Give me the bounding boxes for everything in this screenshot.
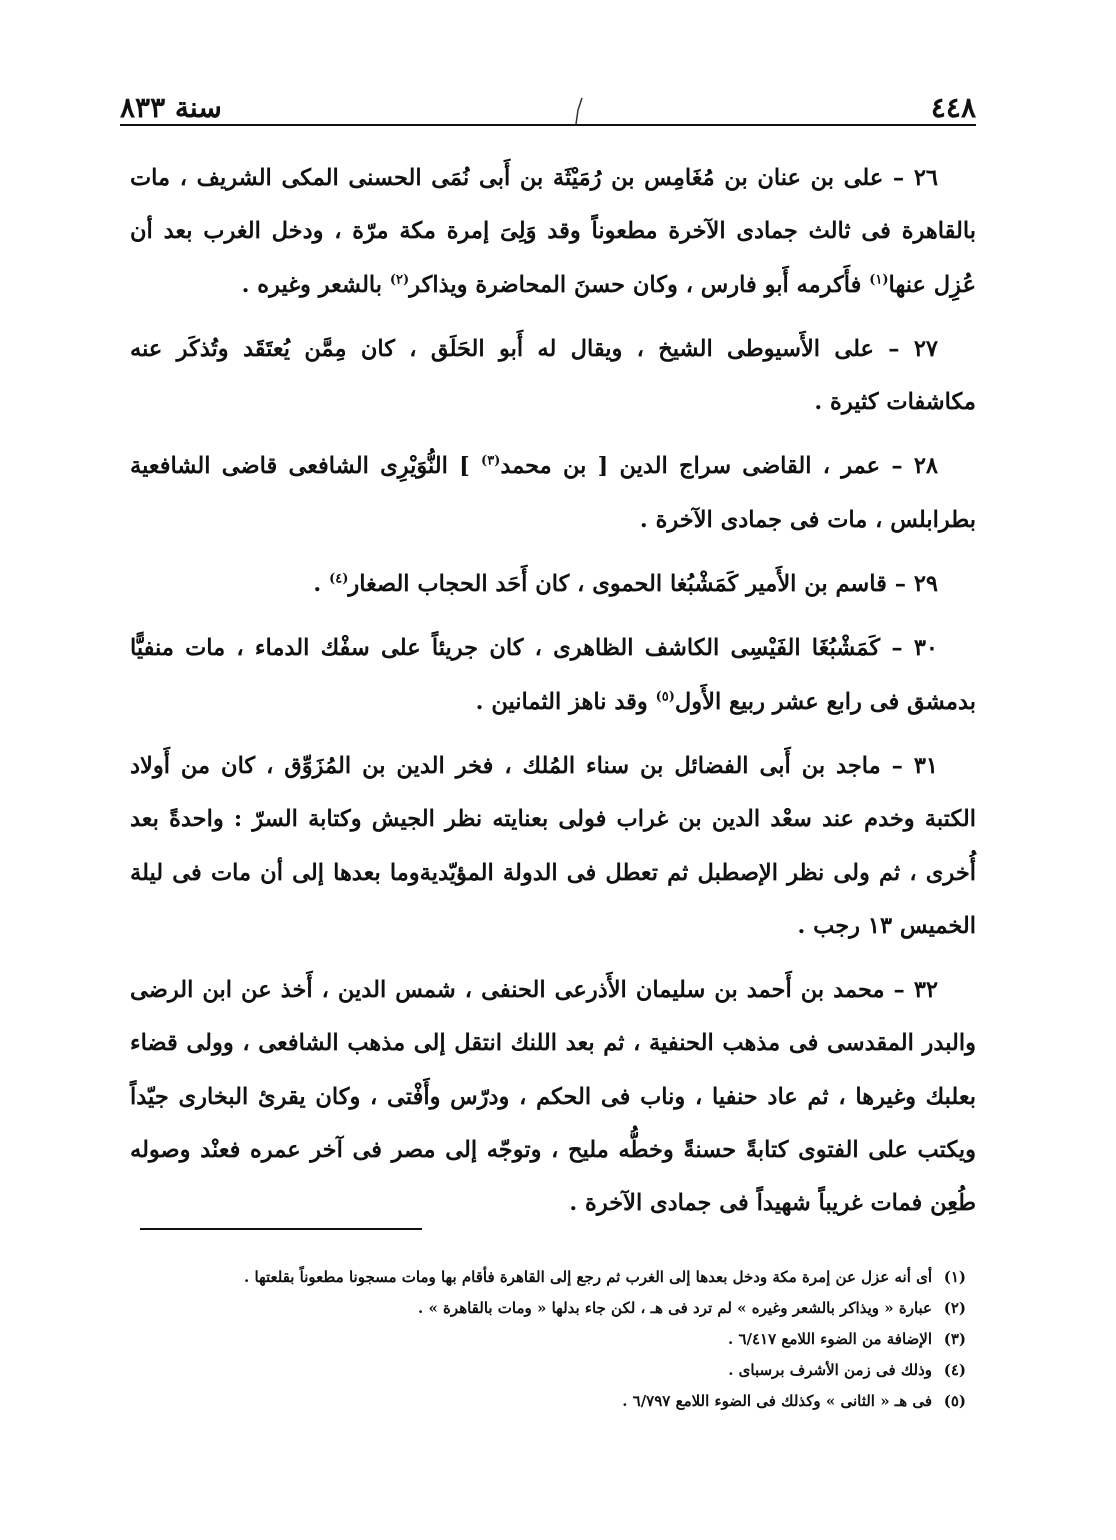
footnote-ref-5: (٥): [655, 689, 675, 705]
page-header: [120, 80, 976, 124]
footnotes: [120, 1262, 966, 1417]
entry-27: ٢٧ – على الأَسيوطى الشيخ ، ويقال له أَبو الحَلَق ، كان مِمَّن يُعتَقَد وتُذكَر عنه مكاشفات كثيرة .: [130, 335, 976, 416]
entry-28: ٢٨ – عمر ، القاضى سراج الدين [ بن محمد$^{(٣)}$ ] النُّوَيْرِى الشافعى قاضى الشافعية بطرابلس ، مات فى جمادى الآخرة .: [130, 453, 976, 533]
entry-26: ٢٦ – على بن عنان بن مُغَامِس بن رُمَيْثَة بن أَبى نُمَى الحسنى المكى الشريف ، مات بالقاهرة فى ثالث جمادى الآخرة مطعوناً وقد وَلِىَ إمرة مكة مرّة ، ودخل الغرب بعد أن عُزِل عنها$^{(١)}$ فأَكرمه أَبو فارس ، وكان حسنَ المحاضرة ويذاكر$^{(٢)}$ بالشعر وغيره .: [130, 165, 976, 298]
footnote-1: (١)أى أنه عزل عن إمرة مكة ودخل بعدها إلى الغرب ثم رجع إلى القاهرة فأقام بها ومات مسجونا مطعوناً بقلعتها .: [244, 1268, 966, 1286]
entry-30: ٣٠ – كَمَشْبُغَا الفَيْسِى الكاشف الظاهرى ، كان جريئاً على سفْك الدماء ، مات منفيًّا بدمشق فى رابع عشر ربيع الأَول$^{(٥)}$ وقد ناهز الثمانين .: [130, 635, 976, 715]
year-heading: سنة ٨٣٣: [120, 91, 222, 124]
footnote-ref-3: (٣): [481, 453, 501, 469]
stray-mark: [572, 96, 586, 126]
footnote-ref-4: (٤): [329, 571, 349, 587]
footnote-ref-2: (٢): [389, 272, 410, 288]
header-rule: [120, 124, 976, 126]
footnote-ref-1: (١): [869, 272, 889, 288]
footnote-rule: [140, 1228, 422, 1230]
page-number: ٤٤٨: [930, 91, 976, 124]
entry-29: ٢٩ – قاسم بن الأَمير كَمَشْبُغا الحموى ، كان أَحَد الحجاب الصغار$^{(٤)}$ .: [313, 571, 938, 598]
footnote-2: (٢)عبارة « ويذاكر بالشعر وغيره » لم ترد فى هـ ، لكن جاء بدلها « ومات بالقاهرة » .: [418, 1299, 966, 1317]
footnote-3: (٣)الإضافة من الضوء اللامع ٦/٤١٧ .: [727, 1330, 966, 1348]
entry-31: ٣١ – ماجد بن أَبى الفضائل بن سناء المُلك ، فخر الدين بن المُزَوِّق ، كان من أَولاد الكتبة وخدم عند سعْد الدين بن غراب فولى بعنايته نظر الجيش وكتابة السرّ : واحدةً بعد أُخرى ، ثم ولى نظر الإصطبل ثم تعطل فى الدولة المؤيّديةوما بعدها إلى أن مات فى ليلة الخميس ١٣ رجب .: [130, 752, 976, 939]
entry-32: ٣٢ – محمد بن أَحمد بن سليمان الأَذرعى الحنفى ، شمس الدين ، أَخذ عن ابن الرضى والبدر المقدسى فى مذهب الحنفية ، ثم بعد اللنك انتقل إلى مذهب الشافعى ، وولى قضاء بعلبك وغيرها ، ثم عاد حنفيا ، وناب فى الحكم ، ودرّس وأَفْتى ، وكان يقرئ البخارى جيّداً ويكتب على الفتوى كتابةً حسنةً وخطُّه مليح ، وتوجّه إلى مصر فى آخر عمره فعنْد وصوله طُعِن فمات غريباً شهيداً فى جمادى الآخرة .: [130, 977, 976, 1217]
footnote-5: (٥)فى هـ « الثانى » وكذلك فى الضوء اللامع ٦/٧٩٧ .: [622, 1392, 966, 1410]
main-text: [130, 152, 976, 1231]
footnote-4: (٤)وذلك فى زمن الأشرف برسباى .: [728, 1361, 966, 1379]
